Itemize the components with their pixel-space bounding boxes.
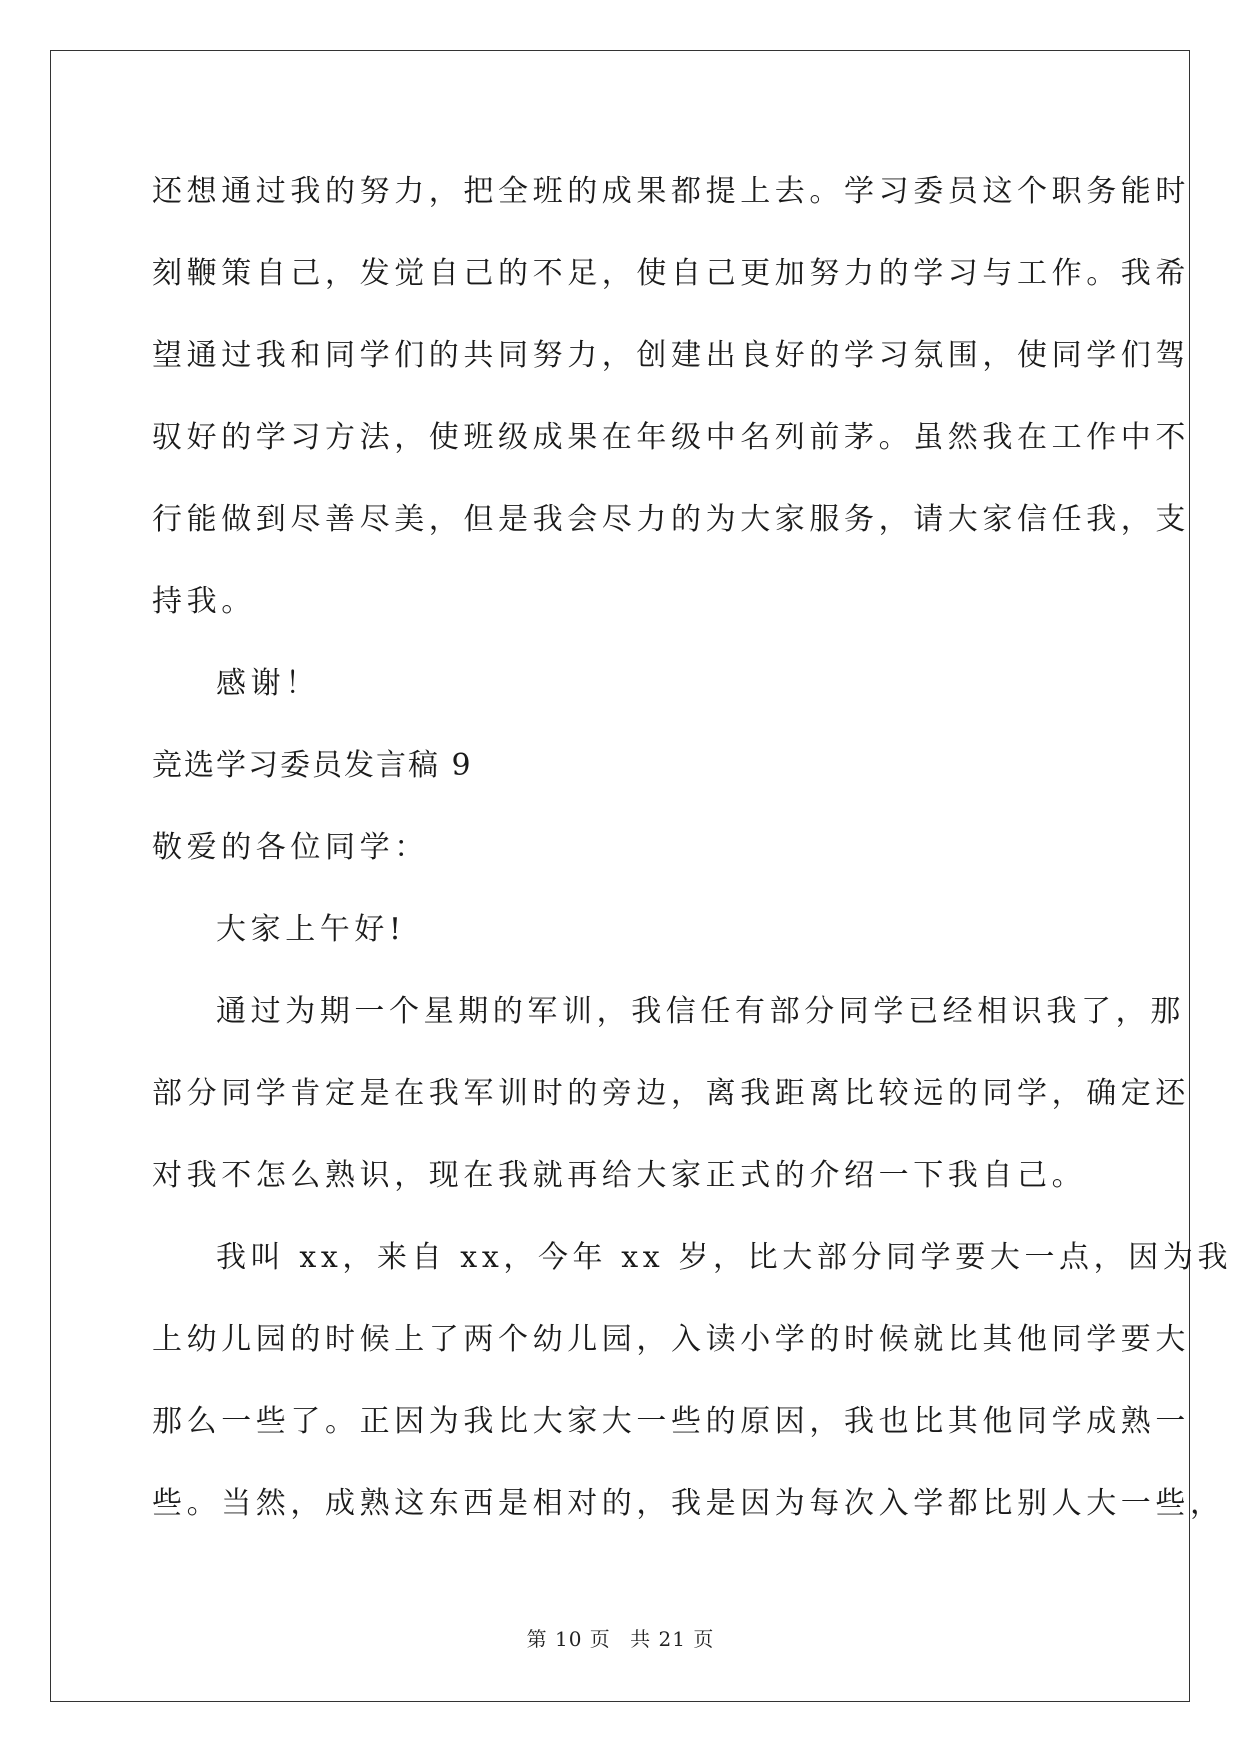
- text-line: 望通过我和同学们的共同努力，创建出良好的学习氛围，使同学们驾: [152, 338, 1190, 373]
- thanks-line: 感谢！: [216, 666, 320, 701]
- page-number: 第 10 页: [526, 1627, 611, 1651]
- page-footer: [0, 1623, 1241, 1652]
- page-total: 共 21 页: [630, 1627, 715, 1651]
- text-line: 刻鞭策自己，发觉自己的不足，使自己更加努力的学习与工作。我希: [152, 256, 1190, 291]
- text-line: 那么一些了。正因为我比大家大一些的原因，我也比其他同学成熟一: [152, 1404, 1190, 1439]
- text-line: 行能做到尽善尽美，但是我会尽力的为大家服务，请大家信任我，支: [152, 502, 1190, 537]
- text-line: 对我不怎么熟识，现在我就再给大家正式的介绍一下我自己。: [152, 1158, 1087, 1193]
- text-line: 驭好的学习方法，使班级成果在年级中名列前茅。虽然我在工作中不: [152, 420, 1190, 455]
- text-line: 些。当然，成熟这东西是相对的，我是因为每次入学都比别人大一些，: [152, 1486, 1225, 1521]
- document-body: [152, 162, 1233, 1556]
- text-line: 上幼儿园的时候上了两个幼儿园，入读小学的时候就比其他同学要大: [152, 1322, 1190, 1357]
- text-line: 通过为期一个星期的军训，我信任有部分同学已经相识我了，那: [216, 994, 1185, 1029]
- salutation: 敬爱的各位同学：: [152, 830, 429, 865]
- section-heading: 竞选学习委员发言稿 9: [152, 748, 473, 783]
- text-line: 部分同学肯定是在我军训时的旁边，离我距离比较远的同学，确定还: [152, 1076, 1190, 1111]
- text-line: 持我。: [152, 584, 256, 619]
- greeting-line: 大家上午好!: [216, 912, 406, 947]
- text-line: 我叫 xx，来自 xx，今年 xx 岁，比大部分同学要大一点，因为我: [216, 1240, 1233, 1275]
- text-line: 还想通过我的努力，把全班的成果都提上去。学习委员这个职务能时: [152, 174, 1190, 209]
